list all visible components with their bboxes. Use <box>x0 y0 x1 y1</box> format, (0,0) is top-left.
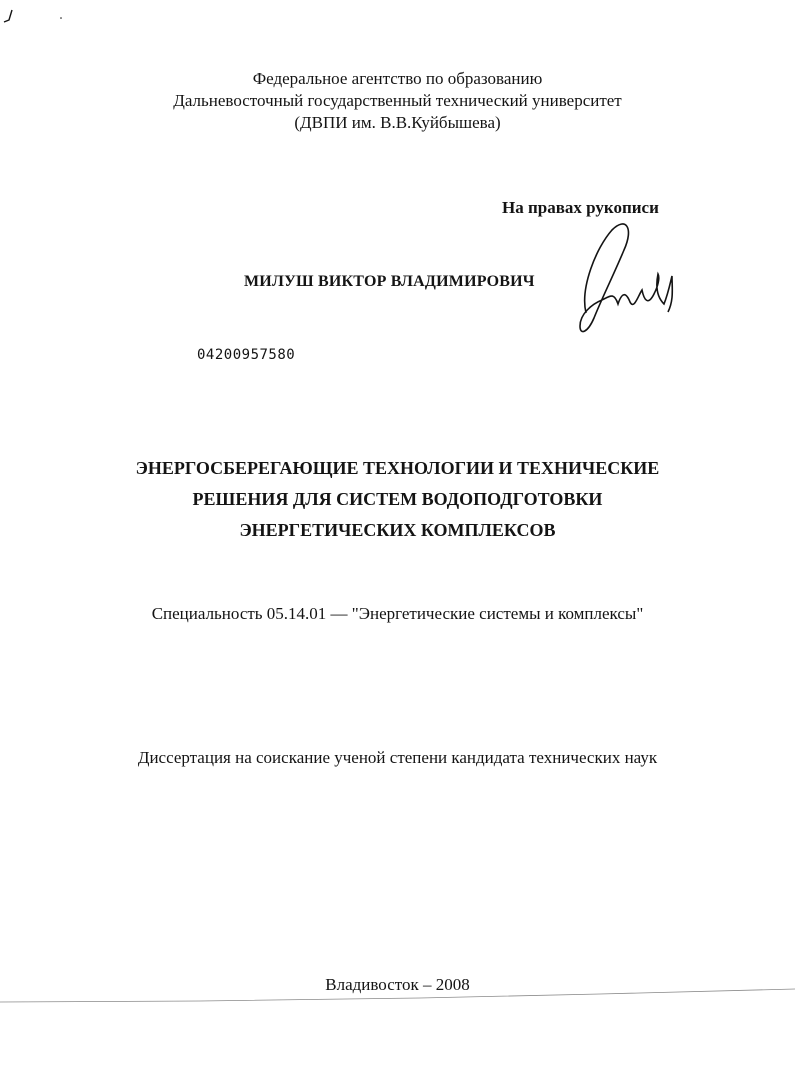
university-abbreviation: (ДВПИ им. В.В.Куйбышева) <box>294 113 501 132</box>
thesis-type: Диссертация на соискание ученой степени кандидата технических наук <box>137 748 658 767</box>
title-line-2: РЕШЕНИЯ ДЛЯ СИСТЕМ ВОДОПОДГОТОВКИ <box>192 489 603 509</box>
manuscript-note: На правах рукописи <box>502 198 659 217</box>
corner-scan-mark <box>0 0 80 30</box>
university-name: Дальневосточный государственный технический университет <box>173 91 622 110</box>
scan-edge-line <box>0 988 795 1008</box>
author-name: МИЛУШ ВИКТОР ВЛАДИМИРОВИЧ <box>244 273 535 290</box>
title-line-3: ЭНЕРГЕТИЧЕСКИХ КОМПЛЕКСОВ <box>239 520 556 540</box>
registration-number: 04200957580 <box>197 347 296 363</box>
author-signature <box>572 218 692 343</box>
title-line-1: ЭНЕРГОСБЕРЕГАЮЩИЕ ТЕХНОЛОГИИ И ТЕХНИЧЕСКИЕ <box>135 458 660 478</box>
agency-name: Федеральное агентство по образованию <box>252 69 543 88</box>
city-year: Владивосток – 2008 <box>325 975 470 994</box>
specialty: Специальность 05.14.01 — "Энергетические системы и комплексы" <box>151 604 644 623</box>
